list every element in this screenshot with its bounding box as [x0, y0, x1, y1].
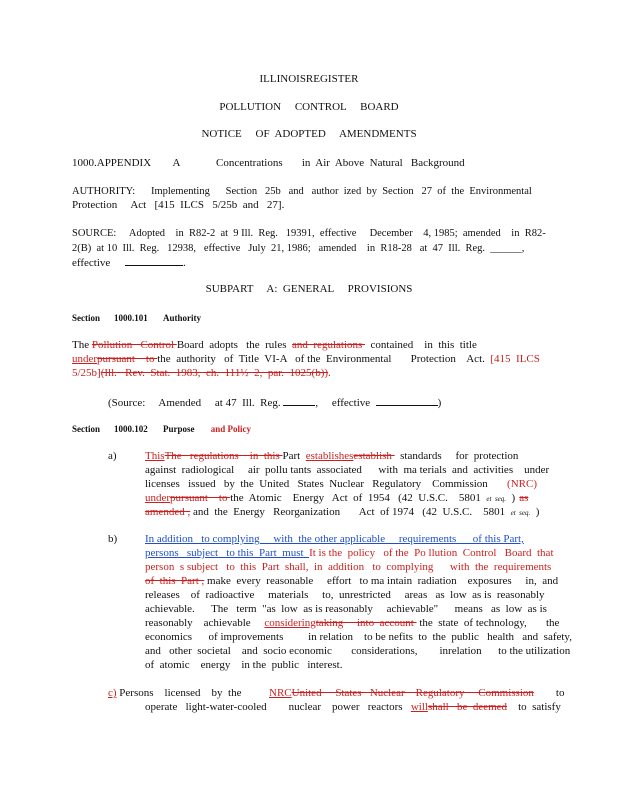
appendix-id: 1000.APPENDIX A — [72, 157, 181, 169]
para-b-line-4: of this Part , make every reasonable effort to ma intain radiation exposures in, and — [145, 575, 559, 587]
section-title: Purpose and Policy — [163, 424, 252, 434]
effective-blank — [125, 255, 183, 266]
para-c-line-2: operate light-water-cooled nuclear power reactors willshall be deemed to satisfy — [145, 701, 561, 713]
para-b-line-7: reasonably achievable consideringtaking into account the state of technology, the — [145, 617, 560, 629]
source-line-3: effective . — [72, 257, 186, 269]
para-a-line-3: licenses issued by the United States Nuclear Regulatory Commission (NRC) — [145, 478, 537, 490]
section-number: 1000.101 — [114, 313, 148, 323]
appendix-title: Concentrations in Air Above Natural Background — [216, 157, 465, 169]
source-line-1: SOURCE: Adopted in R82-2 at 9 Ill. Reg. 19391, effective December 4, 1985; amended in R82- — [72, 228, 546, 239]
source-line-2: 2(B) at 10 Ill. Reg. 12938, effective July 21, 1986; amended in R18-28 at 47 Ill. Reg. ______, — [72, 243, 525, 254]
para-b-line-2: persons subject to this Part must It is the policy of the Po llution Control Board that — [145, 547, 554, 559]
section-101-source: (Source: Amended at 47 Ill. Reg. , effective ) — [108, 397, 442, 409]
para-a-line-1: ThisThe regulations in this Part establishesestablish standards for protection — [145, 450, 519, 462]
effective-date-blank — [376, 395, 438, 406]
section-label: Section — [72, 313, 100, 323]
section-number: 1000.102 — [114, 424, 148, 434]
para-a-label: a) — [108, 450, 117, 462]
authority-line-2: Protection Act [415 ILCS 5/25b and 27]. — [72, 199, 285, 211]
authority-text-line-1: The Pollution Control Board adopts the rules and regulations contained in this title — [72, 339, 477, 351]
section-label: Section — [72, 424, 100, 434]
para-b-line-6: achievable. The term "as low as is reasonably achievable" means as low as is — [145, 603, 547, 615]
notice-heading: NOTICE OF ADOPTED AMENDMENTS — [201, 128, 417, 140]
para-c-label: c) — [108, 687, 117, 699]
para-c-line-1: c) Persons licensed by the NRCUnited States Nuclear Regulatory Commission to — [108, 687, 565, 699]
para-b-line-3: person s subject to this Part shall, in addition to complying with the requirements — [145, 561, 552, 573]
para-b-line-10: of atomic energy in the public interest. — [145, 659, 343, 671]
para-b-label: b) — [108, 533, 118, 545]
para-b-line-8: economics of improvements in relation to be nefits to the public health and safety, — [145, 631, 572, 643]
subpart-heading: SUBPART A: GENERAL PROVISIONS — [205, 283, 413, 295]
authority-line-1: AUTHORITY: Implementing Section 25b and author ized by Section 27 of the Environmental — [72, 186, 532, 197]
section-title: Authority — [163, 313, 201, 323]
authority-text-line-3: 5/25b](Ill. Rev. Stat. 1983, ch. 111½ 2, par. 1025(b)). — [72, 367, 331, 379]
para-a-line-2: against radiological air pollu tants associated with ma terials and activities under — [145, 464, 550, 476]
register-title: ILLINOISREGISTER — [259, 73, 359, 85]
authority-text-line-2: underpursuant to the authority of Title VI-A of the Environmental Protection Act. [415 ILCS — [72, 353, 540, 365]
register-page-blank — [283, 395, 315, 406]
para-a-line-5: amended , and the Energy Reorganization Act of 1974 (42 U.S.C. 5801 et seq. ) — [145, 506, 540, 518]
para-b-line-1: In addition to complying with the other applicable requirements of this Part, — [145, 533, 524, 545]
para-a-line-4: underpursuant to the Atomic Energy Act of 1954 (42 U.S.C. 5801 et seq. ) as — [145, 492, 529, 504]
board-name: POLLUTION CONTROL BOARD — [219, 101, 399, 113]
para-b-line-5: releases of radioactive materials to, unrestricted areas as low as is reasonably — [145, 589, 545, 601]
para-b-line-9: and other societal and socio economic considerations, inrelation to the utilization — [145, 645, 571, 657]
